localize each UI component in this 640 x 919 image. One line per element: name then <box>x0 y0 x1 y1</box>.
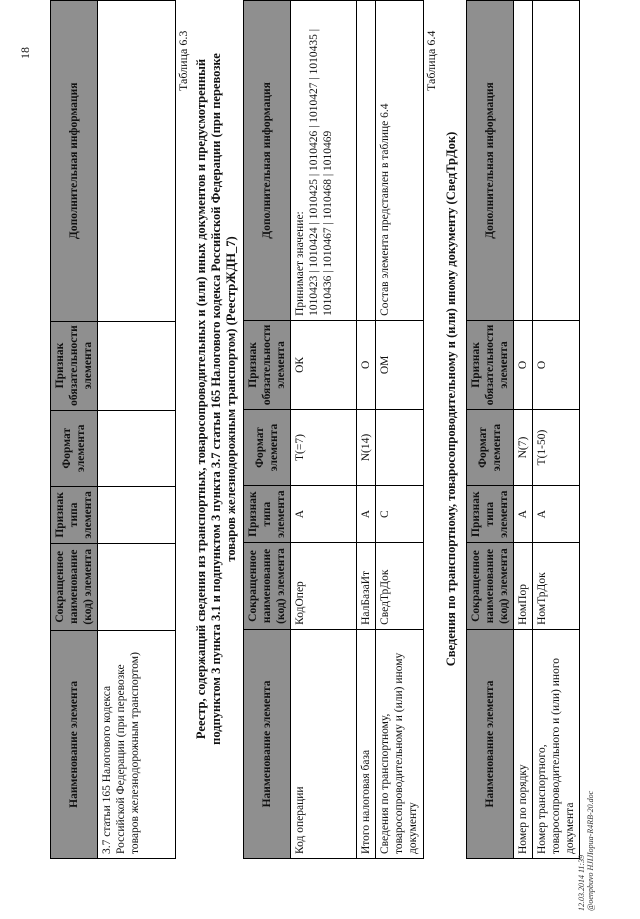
cell-type: С <box>376 486 424 543</box>
cell-required: О <box>357 320 376 409</box>
table-row <box>291 1 357 859</box>
table-6-4-title: Сведения по транспортному, товаросопроводительному и (или) иному документу (СведТрДок) <box>444 131 458 667</box>
footer-timestamp: 12.03.2014 11:39 <box>577 854 586 911</box>
table-header-row <box>51 1 98 859</box>
cell-info <box>514 1 533 321</box>
header-short-name: Сокращенное наименование (код) элемента <box>51 543 98 630</box>
cell-type: А <box>291 486 357 543</box>
page-number: 18 <box>18 47 32 59</box>
info-intro: Принимает значение: <box>294 211 306 316</box>
cell-format: T(=7) <box>291 409 357 485</box>
cell-format <box>376 409 424 485</box>
cell-short-name: КодОпер <box>291 543 357 630</box>
header-required: Признак обязательности элемента <box>467 320 514 409</box>
cell-short-name: СведТрДок <box>376 543 424 630</box>
header-short-name: Сокращенное наименование (код) элемента <box>467 543 514 630</box>
table-row <box>376 1 424 859</box>
cell-name: Итого налоговая база <box>357 629 376 858</box>
cell-name: Номер по порядку <box>514 629 533 858</box>
table-row <box>514 1 533 859</box>
cell-required: ОК <box>291 320 357 409</box>
file-footer <box>577 791 595 911</box>
table-6-3-title: Реестр, содержащий сведения из транспортных, товаросопроводительных и (или) иных документов и предусмотренный подпунктом 3 пункта 3.1 и подпунктом 3 пункта 3.7 статьи 165 Налогового кодекса Российской Федерации (при перевозке товаров железнодорожным транспортом) (РеестрЖДН_7) <box>194 53 238 745</box>
header-name: Наименование элемента <box>51 630 98 858</box>
cell-format: N(7) <box>514 409 533 485</box>
table-continuation <box>50 0 176 859</box>
table-row <box>533 1 580 859</box>
header-info: Дополнительная информация <box>244 1 291 321</box>
cell-info <box>533 1 580 321</box>
cell-name: Номер транспортного, товаросопроводительного и (или) иного документа <box>533 629 580 858</box>
cell-short-name <box>98 543 176 630</box>
cell-info <box>98 1 176 322</box>
cell-type: А <box>357 486 376 543</box>
cell-name: 3.7 статьи 165 Налогового кодекса Российской Федерации (при перевозке товаров железнодорожным транспортом) <box>98 630 176 858</box>
cell-format: T(1-50) <box>533 409 580 485</box>
header-required: Признак обязательности элемента <box>244 320 291 409</box>
cell-short-name: НомТрДок <box>533 543 580 630</box>
cell-required <box>98 321 176 410</box>
table-header-row <box>244 1 291 859</box>
table-header-row <box>467 1 514 859</box>
header-type: Признак типа элемента <box>244 486 291 543</box>
header-format: Формат элемента <box>467 409 514 485</box>
cell-type <box>98 486 176 543</box>
header-type: Признак типа элемента <box>467 486 514 543</box>
header-short-name: Сокращенное наименование (код) элемента <box>244 543 291 630</box>
cell-required: О <box>514 320 533 409</box>
cell-name: Сведения по транспортному, товаросопроводительному и (или) иному документу <box>376 629 424 858</box>
table-6-3 <box>243 0 424 859</box>
cell-short-name: НалБазаИт <box>357 543 376 630</box>
table-6-4 <box>466 0 580 859</box>
table-6-3-label: Таблица 6.3 <box>176 30 190 91</box>
cell-info <box>357 1 376 321</box>
cell-info <box>291 1 357 321</box>
footer-filename: @oenpbuvo HJIJIopua-R4RB-20.doc <box>586 790 595 911</box>
header-name: Наименование элемента <box>244 629 291 858</box>
table-row <box>357 1 376 859</box>
cell-format: N(14) <box>357 409 376 485</box>
header-format: Формат элемента <box>244 409 291 485</box>
header-info: Дополнительная информация <box>467 1 514 321</box>
header-info: Дополнительная информация <box>51 1 98 322</box>
header-name: Наименование элемента <box>467 629 514 858</box>
header-type: Признак типа элемента <box>51 486 98 543</box>
cell-required: ОМ <box>376 320 424 409</box>
cell-short-name: НомПор <box>514 543 533 630</box>
cell-name: Код операции <box>291 629 357 858</box>
cell-required: О <box>533 320 580 409</box>
cell-info: Состав элемента представлен в таблице 6.4 <box>376 1 424 321</box>
table-row <box>98 1 176 859</box>
info-codes: 1010423 | 1010424 | 1010425 | 1010426 | 1010427 | 1010435 | 1010436 | 1010467 | 1010468 | 1010469 <box>308 28 334 316</box>
header-required: Признак обязательности элемента <box>51 321 98 410</box>
header-format: Формат элемента <box>51 410 98 486</box>
cell-type: А <box>533 486 580 543</box>
cell-format <box>98 410 176 486</box>
cell-type: А <box>514 486 533 543</box>
table-6-4-label: Таблица 6.4 <box>424 30 438 91</box>
